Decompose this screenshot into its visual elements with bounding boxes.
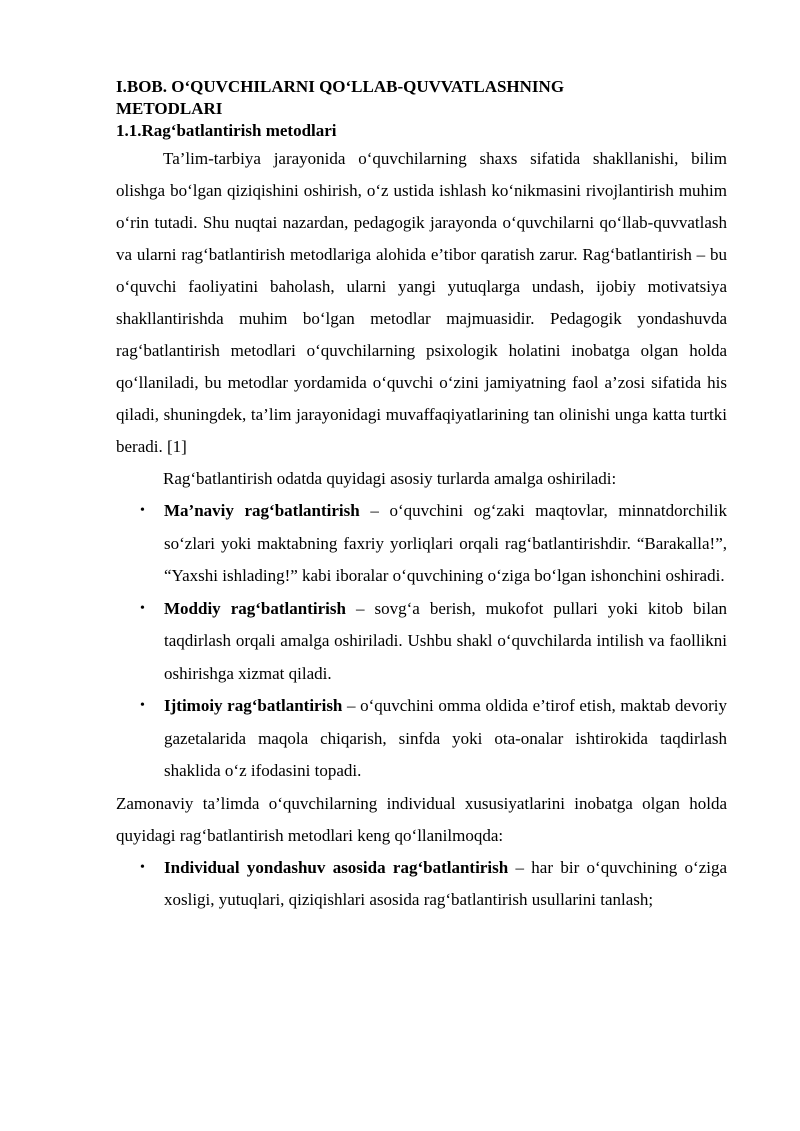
paragraph-types-intro: Rag‘batlantirish odatda quyidagi asosiy turlarda amalga oshiriladi: [163, 469, 617, 488]
bullet-icon: • [140, 698, 145, 713]
list-item-term: Moddiy rag‘batlantirish [164, 598, 346, 618]
list-item [116, 593, 727, 691]
list-item-text: – sovg‘a berish, mukofot pullari yoki kitob bilan taqdirlash orqali amalga oshiriladi. Ushbu shakl o‘quvchilarda intilish va faollikni oshirishga xizmat qiladi. [164, 598, 727, 683]
bullet-icon: • [140, 600, 145, 616]
document-page [116, 76, 727, 917]
list-item-term: Ijtimoiy rag‘batlantirish [164, 696, 343, 715]
list-modern-methods [116, 852, 727, 917]
list-item [116, 495, 727, 593]
chapter-title-line1: I.BOB. O‘QUVCHILARNI QO‘LLAB-QUVVATLASHNING [116, 77, 565, 96]
list-encouragement-types [116, 495, 727, 788]
list-item-term: Individual yondashuv asosida rag‘batlantirish [164, 857, 509, 877]
section-title: 1.1.Rag‘batlantirish metodlari [116, 121, 337, 140]
list-item-text: – o‘quvchini omma oldida e’tirof etish, maktab devoriy gazetalarida maqola chiqarish, sinfda yoki ota-onalar ishtirokida taqdirlash shaklida o‘z ifodasini topadi. [164, 696, 727, 780]
bullet-icon: • [140, 503, 145, 518]
list-item-text: – har bir o‘quvchining o‘ziga xosligi, yutuqlari, qiziqishlari asosida rag‘batlantirish usullarini tanlash; [164, 857, 728, 909]
bullet-icon: • [140, 859, 145, 875]
chapter-title [116, 76, 727, 120]
paragraph-modern-methods: Zamonaviy ta’limda o‘quvchilarning individual xususiyatlarini inobatga olgan holda quyidagi rag‘batlantirish metodlari keng qo‘llanilmoqda: [116, 793, 727, 845]
list-item [116, 690, 727, 788]
list-item-term: Ma’naviy rag‘batlantirish [164, 501, 360, 520]
list-item-text: – o‘quvchini og‘zaki maqtovlar, minnatdorchilik so‘zlari yoki maktabning faxriy yorliqlari orqali rag‘batlantirishdir. “Barakalla!”, “Yaxshi ishlading!” kabi iboralar o‘quvchining o‘ziga bo‘lgan ishonchini oshiradi. [164, 501, 728, 585]
paragraph-intro: Ta’lim-tarbiya jarayonida o‘quvchilarning shaxs sifatida shakllanishi, bilim olishga bo‘lgan qiziqishini oshirish, o‘z ustida ishlash ko‘nikmasini rivojlantirish muhim o‘rin tutadi. Shu nuqtai nazardan, pedagogik jarayonda o‘quvchilarni qo‘llab-quvvatlash va ularni rag‘batlantirish metodlariga alohida e’tibor qaratish zarur. Rag‘batlantirish – bu o‘quvchi faoliyatini baholash, ularni yangi yutuqlarga undash, ijobiy motivatsiya shakllantirishda muhim bo‘lgan metodlar majmuasidir. Pedagogik yondashuvda rag‘batlantirish metodlari o‘quvchilarning psixologik holatini inobatga olgan holda qo‘llaniladi, bu metodlar yordamida o‘quvchi o‘zini jamiyatning faol a’zosi sifatida his qiladi, shuningdek, ta’lim jarayonidagi muvaffaqiyatlarining tan olinishi unga katta turtki beradi. [1] [116, 149, 727, 456]
list-item [116, 852, 727, 917]
chapter-title-line2: METODLARI [116, 99, 223, 118]
